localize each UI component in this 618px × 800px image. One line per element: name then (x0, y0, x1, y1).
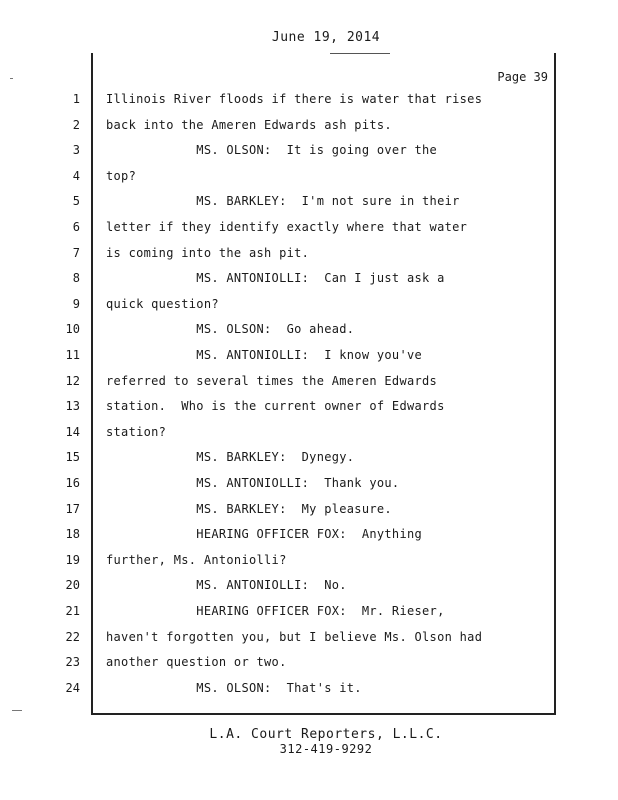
line-text: MS. BARKLEY: My pleasure. (106, 501, 392, 516)
line-text: back into the Ameren Edwards ash pits. (106, 117, 392, 132)
line-number: 3 (72, 143, 80, 158)
transcript-line (0, 630, 618, 650)
line-number: 17 (65, 501, 80, 516)
line-text: haven't forgotten you, but I believe Ms. Olson had (106, 629, 483, 644)
transcript-line (0, 246, 618, 266)
footer-company: L.A. Court Reporters, L.L.C. (209, 727, 443, 742)
line-text: MS. ANTONIOLLI: Thank you. (106, 476, 400, 490)
line-text: MS. OLSON: Go ahead. (106, 322, 355, 337)
line-number: 8 (72, 271, 80, 286)
line-text: MS. BARKLEY: I'm not sure in their (106, 194, 460, 209)
transcript-line (0, 476, 618, 496)
line-number: 2 (72, 117, 80, 132)
transcript-line (0, 655, 618, 675)
transcript-line (0, 92, 618, 112)
transcript-line (0, 194, 618, 214)
transcript-line (0, 450, 618, 470)
line-number: 14 (65, 424, 80, 439)
transcript-line (0, 578, 618, 598)
line-number: 13 (65, 399, 80, 414)
transcript-line (0, 118, 618, 138)
transcript-line (0, 348, 618, 368)
line-text: station. Who is the current owner of Edwards (106, 399, 445, 414)
scan-speck (12, 710, 22, 711)
line-text: top? (106, 168, 137, 183)
line-text: MS. BARKLEY: Dynegy. (106, 450, 355, 465)
line-text: referred to several times the Ameren Edwards (106, 373, 438, 388)
line-text: is coming into the ash pit. (106, 245, 310, 260)
line-text: MS. ANTONIOLLI: No. (106, 578, 347, 593)
transcript-line (0, 604, 618, 624)
line-number: 11 (65, 348, 80, 362)
transcript-line (0, 374, 618, 394)
line-number: 1 (72, 92, 80, 106)
line-number: 4 (72, 168, 80, 183)
line-text: another question or two. (106, 655, 287, 670)
footer-phone: 312-419-9292 (279, 742, 373, 756)
transcript-line (0, 527, 618, 547)
line-text: letter if they identify exactly where that water (106, 220, 468, 234)
line-number: 15 (65, 450, 80, 465)
line-text: MS. ANTONIOLLI: I know you've (106, 348, 423, 362)
transcript-line (0, 553, 618, 573)
line-text: MS. OLSON: It is going over the (106, 143, 438, 158)
transcript-line (0, 297, 618, 317)
line-number: 5 (72, 194, 80, 209)
scan-speck (10, 78, 13, 79)
line-number: 20 (65, 578, 80, 593)
transcript-line (0, 220, 618, 240)
line-number: 21 (65, 604, 80, 618)
line-number: 19 (65, 552, 80, 567)
transcript-line (0, 322, 618, 342)
line-number: 23 (65, 655, 80, 670)
line-text: quick question? (106, 296, 219, 311)
line-text: Illinois River floods if there is water that rises (106, 92, 483, 106)
line-number: 16 (65, 476, 80, 490)
transcript-date: June 19, 2014 (271, 30, 381, 45)
transcript-line (0, 399, 618, 419)
transcript-line (0, 169, 618, 189)
transcript-line (0, 502, 618, 522)
line-number: 12 (65, 373, 80, 388)
line-number: 7 (72, 245, 80, 260)
line-number: 6 (72, 220, 80, 234)
line-text: MS. OLSON: That's it. (106, 680, 362, 695)
line-number: 10 (65, 322, 80, 337)
line-text: HEARING OFFICER FOX: Mr. Rieser, (106, 604, 445, 618)
transcript-line (0, 681, 618, 701)
line-number: 22 (65, 629, 80, 644)
line-text: further, Ms. Antoniolli? (106, 552, 287, 567)
line-text: MS. ANTONIOLLI: Can I just ask a (106, 271, 445, 286)
line-number: 24 (65, 680, 80, 695)
transcript-line (0, 425, 618, 445)
transcript-line (0, 271, 618, 291)
transcript-line (0, 143, 618, 163)
line-text: station? (106, 424, 167, 439)
line-text: HEARING OFFICER FOX: Anything (106, 527, 423, 542)
line-number: 18 (65, 527, 80, 542)
page-number-label: Page 39 (497, 70, 548, 84)
line-number: 9 (72, 296, 80, 311)
